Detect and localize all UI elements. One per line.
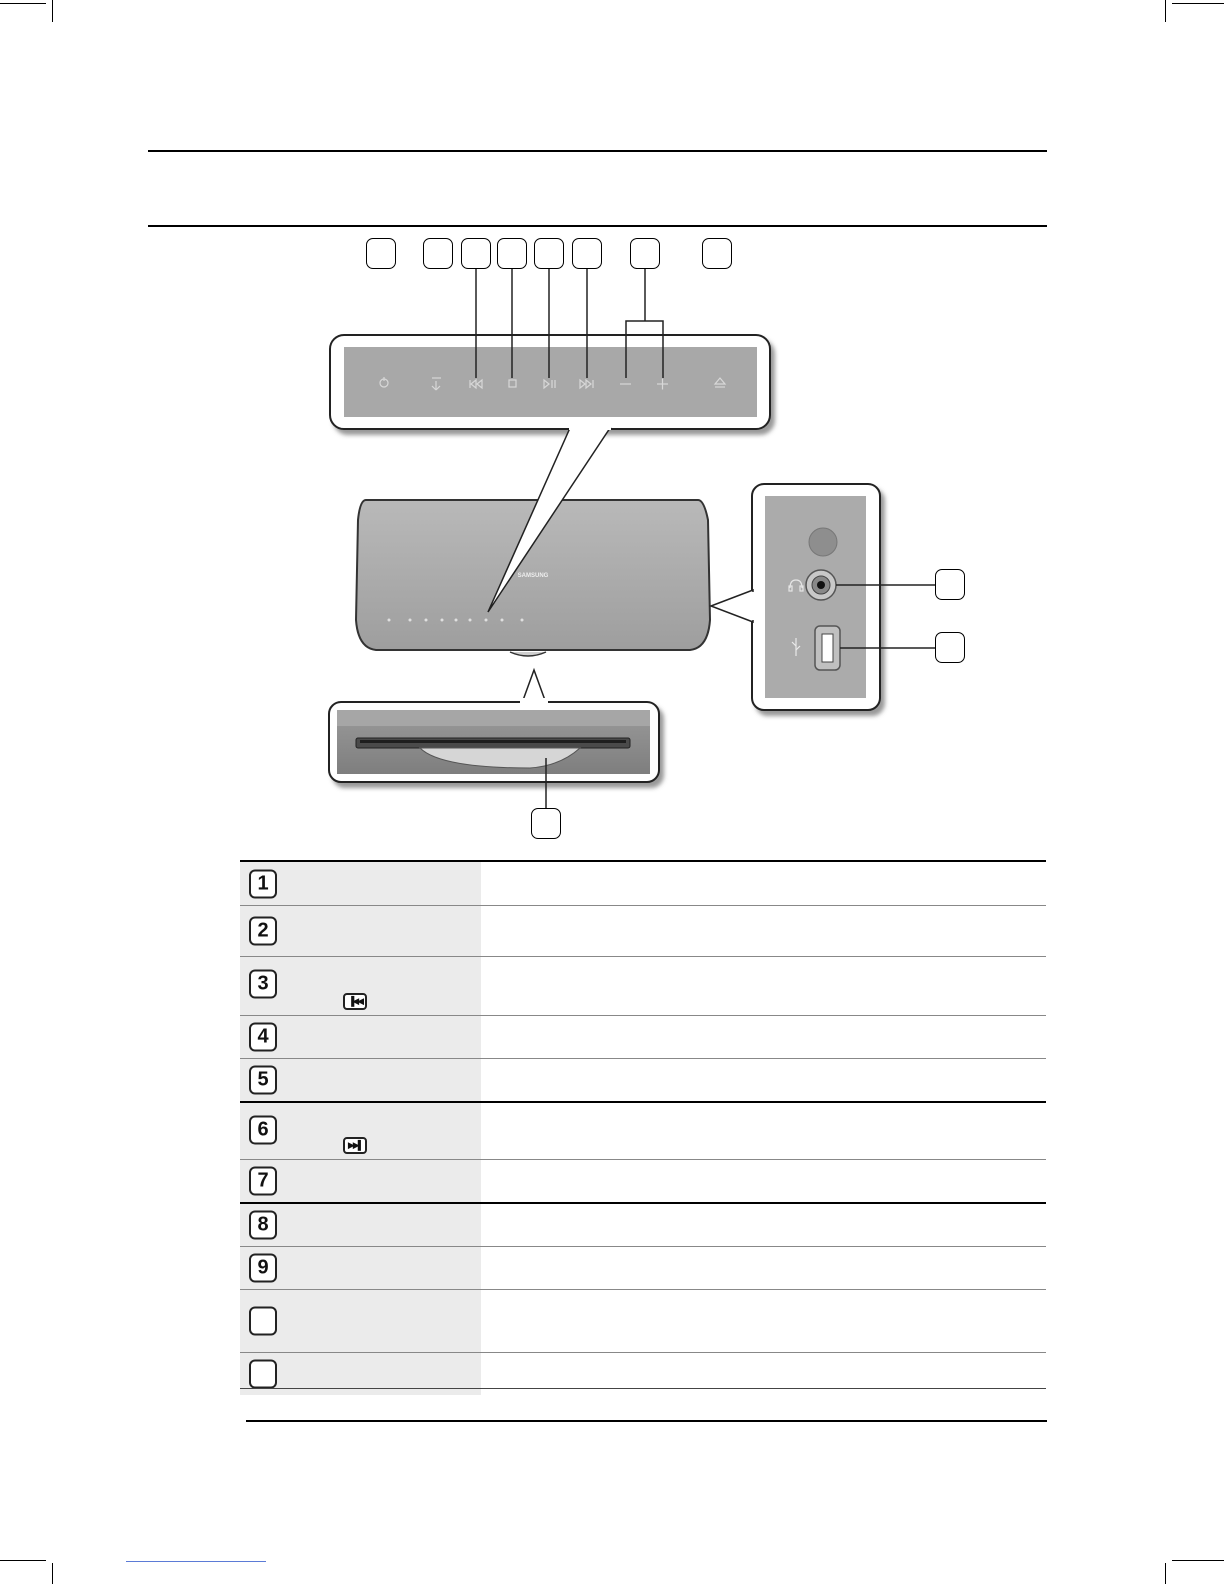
table-bottom-rule bbox=[240, 1388, 1046, 1389]
usb-port bbox=[815, 626, 840, 670]
callout-usb bbox=[935, 632, 965, 663]
table-row bbox=[240, 1202, 1046, 1246]
table-row bbox=[240, 1015, 1046, 1058]
row-description bbox=[481, 1290, 1046, 1352]
table-row bbox=[240, 956, 1046, 1015]
row-description bbox=[481, 1160, 1046, 1202]
row-description bbox=[481, 1016, 1046, 1058]
row-number: 6 bbox=[249, 1116, 277, 1145]
row-number: 4 bbox=[249, 1023, 277, 1052]
row-description bbox=[481, 1204, 1046, 1246]
row-number bbox=[249, 1307, 277, 1336]
disc-slot-zoom bbox=[329, 702, 659, 782]
callout-4 bbox=[497, 238, 527, 269]
row-description bbox=[481, 862, 1046, 905]
row-number: 8 bbox=[249, 1211, 277, 1240]
footer-link-underline[interactable] bbox=[126, 1561, 266, 1562]
row-number: 3 bbox=[249, 970, 277, 999]
callout-8 bbox=[702, 238, 732, 269]
callout-7 bbox=[630, 238, 660, 269]
crop-mark-bottom-right-v bbox=[1165, 1563, 1166, 1584]
callout-headphone bbox=[935, 569, 965, 600]
table-row bbox=[240, 905, 1046, 956]
callout-3 bbox=[461, 238, 491, 269]
table-row bbox=[240, 1058, 1046, 1101]
brand-logo: SAMSUNG bbox=[517, 573, 549, 579]
crop-mark-bottom-right bbox=[1172, 1560, 1224, 1561]
crop-mark-bottom-left bbox=[0, 1560, 46, 1561]
row-description bbox=[481, 957, 1046, 1015]
crop-mark-bottom-left-v bbox=[52, 1563, 53, 1584]
row-number: 1 bbox=[249, 869, 277, 898]
table-row bbox=[240, 1246, 1046, 1289]
skip-forward-icon: ▶▶▌ bbox=[343, 1137, 367, 1154]
control-panel-zoom bbox=[330, 335, 770, 429]
callout-5 bbox=[534, 238, 564, 269]
row-number: 9 bbox=[249, 1254, 277, 1283]
parts-table bbox=[240, 860, 1046, 1395]
table-row bbox=[240, 860, 1046, 905]
row-number: 2 bbox=[249, 917, 277, 946]
side-jacks-zoom bbox=[752, 484, 880, 710]
table-row bbox=[240, 1159, 1046, 1202]
callout-disc-slot bbox=[531, 808, 561, 839]
headphone-jack bbox=[806, 570, 836, 600]
table-row bbox=[240, 1101, 1046, 1159]
callout-1 bbox=[366, 238, 396, 269]
skip-back-icon: ▐◀◀ bbox=[343, 993, 367, 1010]
row-description bbox=[481, 1059, 1046, 1101]
footer-rule bbox=[246, 1420, 1047, 1422]
row-description bbox=[481, 1247, 1046, 1289]
table-row bbox=[240, 1289, 1046, 1352]
callout-2 bbox=[423, 238, 453, 269]
row-number: 7 bbox=[249, 1167, 277, 1196]
callout-6 bbox=[572, 238, 602, 269]
row-number bbox=[249, 1360, 277, 1389]
row-description bbox=[481, 906, 1046, 956]
row-number: 5 bbox=[249, 1066, 277, 1095]
row-description bbox=[481, 1103, 1046, 1159]
